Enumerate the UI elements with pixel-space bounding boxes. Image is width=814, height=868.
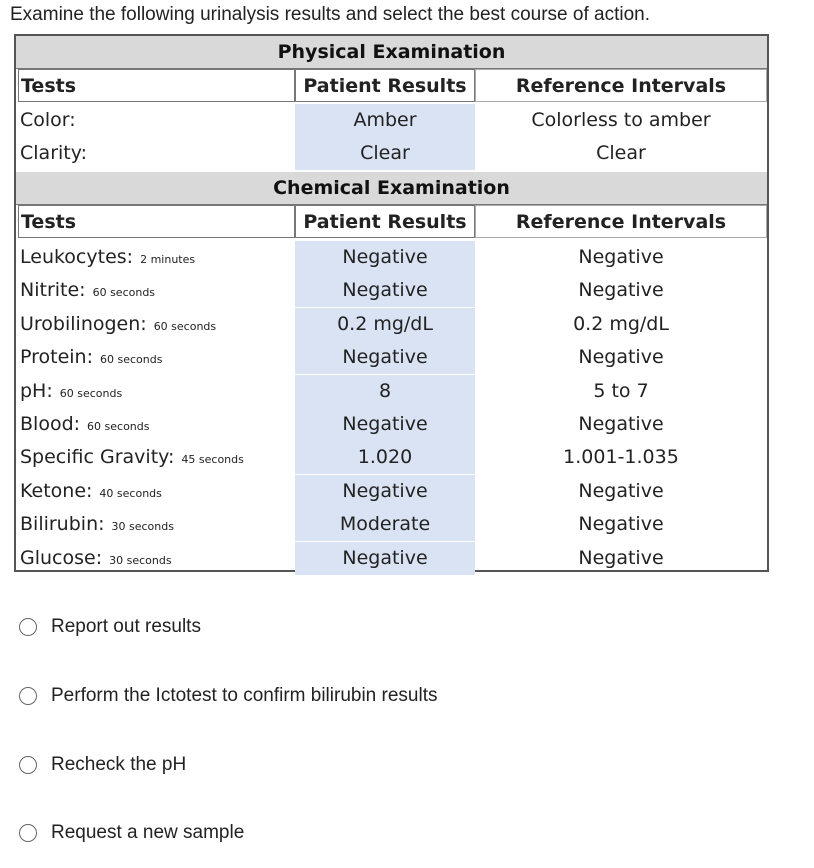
radio-button[interactable] <box>19 618 37 636</box>
table-row <box>16 542 767 575</box>
reference-interval: Negative <box>578 513 664 536</box>
reference-interval: Negative <box>578 413 664 435</box>
test-name <box>18 508 295 541</box>
reference-interval: Colorless to amber <box>531 109 711 131</box>
test-name <box>18 441 295 474</box>
radio-button[interactable] <box>19 687 37 705</box>
test-label: pH: <box>20 379 53 402</box>
patient-result: Moderate <box>295 508 475 541</box>
reference-interval: Negative <box>578 279 664 302</box>
patient-result: 8 <box>295 375 475 408</box>
patient-result: Amber <box>295 104 475 137</box>
question-text: Examine the following urinalysis results and select the best course of action. <box>10 4 650 25</box>
patient-result: Clear <box>295 137 475 170</box>
radio-button[interactable] <box>19 756 37 774</box>
test-duration: 40 seconds <box>99 486 162 500</box>
reference-interval: 0.2 mg/dL <box>573 312 669 335</box>
reference-intervals-header: Reference Intervals <box>475 205 767 238</box>
patient-result: Negative <box>295 274 475 307</box>
radio-button[interactable] <box>19 824 37 842</box>
test-label: Glucose: <box>20 546 103 569</box>
test-name <box>18 375 295 408</box>
test-name <box>18 274 295 307</box>
table-row <box>16 375 767 408</box>
test-duration: 60 seconds <box>100 353 163 367</box>
test-name: Color: <box>20 109 76 131</box>
reference-interval: 5 to 7 <box>593 379 649 402</box>
reference-interval: Negative <box>578 346 664 369</box>
tests-header: Tests <box>18 205 295 238</box>
patient-result: 1.020 <box>295 441 475 474</box>
test-name <box>18 475 295 508</box>
answer-choice[interactable] <box>19 685 437 707</box>
test-name <box>18 308 295 341</box>
test-duration: 45 seconds <box>181 453 244 467</box>
patient-result: Negative <box>295 341 475 374</box>
patient-result: 0.2 mg/dL <box>295 308 475 341</box>
patient-result: Negative <box>295 542 475 575</box>
test-label: Ketone: <box>20 479 93 502</box>
table-row <box>16 274 767 307</box>
answer-choice[interactable] <box>19 616 201 638</box>
test-label: Blood: <box>20 413 81 435</box>
reference-interval: Negative <box>578 246 664 268</box>
test-name: Clarity: <box>20 142 87 164</box>
chemical-exam-header: Chemical Examination <box>16 172 767 205</box>
reference-interval: Clear <box>596 142 646 164</box>
table-row <box>16 308 767 341</box>
table-row <box>16 104 767 137</box>
reference-interval: Negative <box>578 479 664 502</box>
table-row <box>16 441 767 474</box>
test-label: Urobilinogen: <box>20 312 147 335</box>
table-row <box>16 341 767 374</box>
test-label: Leukocytes: <box>20 246 134 268</box>
choice-label: Recheck the pH <box>51 754 187 775</box>
table-row <box>16 475 767 508</box>
tests-header: Tests <box>18 69 295 102</box>
answer-choice[interactable] <box>19 754 186 776</box>
test-duration: 60 seconds <box>87 420 150 433</box>
table-row <box>16 508 767 541</box>
choice-label: Request a new sample <box>51 822 245 843</box>
test-duration: 60 seconds <box>153 319 217 333</box>
reference-interval: Negative <box>578 546 664 569</box>
answer-choice[interactable] <box>19 822 244 844</box>
chemical-column-headers <box>16 205 767 238</box>
choice-label: Report out results <box>51 616 201 637</box>
test-duration: 60 seconds <box>92 286 156 300</box>
test-duration: 30 seconds <box>111 520 174 534</box>
patient-result: Negative <box>295 241 475 274</box>
test-duration: 30 seconds <box>109 553 172 567</box>
reference-intervals-header: Reference Intervals <box>475 69 767 102</box>
patient-result: Negative <box>295 408 475 441</box>
test-name <box>18 408 295 441</box>
test-duration: 2 minutes <box>140 253 196 266</box>
test-label: Protein: <box>20 346 94 369</box>
choice-label: Perform the Ictotest to confirm bilirubin results <box>51 685 438 706</box>
test-name <box>18 542 295 575</box>
test-duration: 60 seconds <box>59 386 123 400</box>
test-label: Bilirubin: <box>20 513 105 536</box>
physical-column-headers <box>16 69 767 102</box>
patient-results-header: Patient Results <box>295 69 475 102</box>
urinalysis-table <box>14 34 769 572</box>
reference-interval: 1.001-1.035 <box>563 446 679 469</box>
test-label: Nitrite: <box>20 279 86 302</box>
test-name <box>18 241 295 274</box>
table-row <box>16 408 767 441</box>
patient-results-header: Patient Results <box>295 205 475 238</box>
test-label: Specific Gravity: <box>20 446 175 469</box>
physical-exam-header: Physical Examination <box>16 36 767 69</box>
table-row <box>16 137 767 170</box>
test-name <box>18 341 295 374</box>
table-row <box>16 241 767 274</box>
patient-result: Negative <box>295 475 475 508</box>
